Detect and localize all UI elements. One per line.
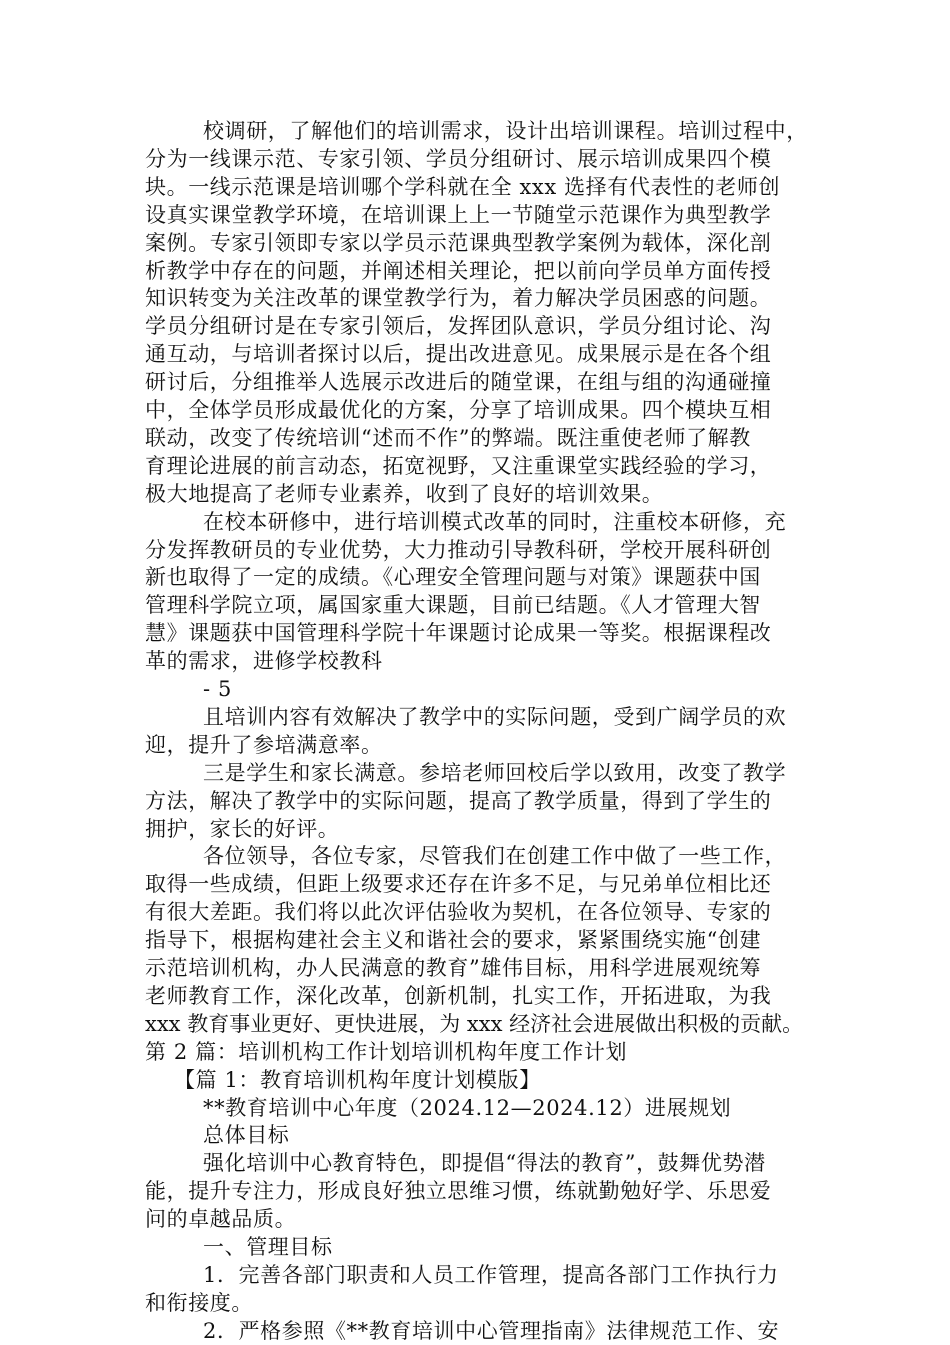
text-line: 2．严格参照《**教育培训中心管理指南》法律规范工作、安 [203,1318,780,1343]
text-line: 迎，提升了参培满意率。 [145,732,383,757]
text-line: 分为一线课示范、专家引领、学员分组研讨、展示培训成果四个模 [145,146,772,171]
text-line: 极大地提高了老师专业素养，收到了良好的培训效果。 [145,481,664,506]
text-line: 知识转变为关注改革的课堂教学行为，着力解决学员困惑的问题。 [145,286,772,311]
text-line: 析教学中存在的问题，并阐述相关理论，把以前向学员单方面传授 [145,258,772,283]
text-line: 示范培训机构，办人民满意的教育”雄伟目标，用科学进展观统筹 [145,956,762,980]
page-number: - 5 [203,677,232,701]
subheading: 一、管理目标 [203,1235,333,1259]
text-line: 管理科学院立项，属国家重大课题，目前已结题。《人才管理大智 [145,593,761,618]
text-line: 设真实课堂教学环境，在培训课上上一节随堂示范课作为典型教学 [145,202,772,227]
text-line: 1．完善各部门职责和人员工作管理，提高各部门工作执行力 [203,1262,779,1287]
text-line: 革的需求，进修学校教科 [145,649,383,674]
text-line: 新也取得了一定的成绩。《心理安全管理问题与对策》课题获中国 [145,565,761,590]
text-line: 学员分组研讨是在专家引领后，发挥团队意识，学员分组讨论、沟 [145,314,772,339]
text-line: 取得一些成绩，但距上级要求还存在许多不足，与兄弟单位相比还 [145,872,772,897]
text-line: 案例。专家引领即专家以学员示范课典型教学案例为载体，深化剖 [145,230,772,255]
text-line: 研讨后，分组推举人选展示改进后的随堂课，在组与组的沟通碰撞 [145,370,772,395]
section-heading: 第 2 篇：培训机构工作计划培训机构年度工作计划 [145,1039,628,1064]
text-line: 中，全体学员形成最优化的方案，分享了培训成果。四个模块互相 [145,398,772,422]
text-line: 拥护，家长的好评。 [145,816,340,841]
text-line: 强化培训中心教育特色，即提倡“得法的教育”，鼓舞优势潜 [203,1151,766,1176]
text-line: 慧》课题获中国管理科学院十年课题讨论成果一等奖。根据课程改 [145,621,772,646]
text-line: 问的卓越品质。 [145,1207,297,1232]
subheading: 总体目标 [203,1123,290,1148]
text-line: 和衔接度。 [145,1290,253,1315]
article-heading: 【篇 1：教育培训机构年度计划模版】 [174,1067,541,1092]
text-line: 块。一线示范课是培训哪个学科就在全 xxx 选择有代表性的老师创 [145,174,781,199]
text-line: 且培训内容有效解决了教学中的实际问题，受到广阔学员的欢 [203,704,787,729]
text-line: 在校本研修中，进行培训模式改革的同时，注重校本研修，充 [203,509,787,534]
text-line: 能，提升专注力，形成良好独立思维习惯，练就勤勉好学、乐思爱 [145,1179,772,1204]
text-line: 指导下，根据构建社会主义和谐社会的要求，紧紧围绕实施“创建 [145,928,762,953]
text-line: 有很大差距。我们将以此次评估验收为契机，在各位领导、专家的 [145,900,772,925]
text-line: 各位领导，各位专家，尽管我们在创建工作中做了一些工作， [203,844,787,869]
text-line: xxx 教育事业更好、更快进展，为 xxx 经济社会进展做出积极的贡献。 [145,1011,804,1036]
text-line: 校调研，了解他们的培训需求，设计出培训课程。培训过程中， [203,119,808,143]
plan-title: **教育培训中心年度（2024.12—2024.12）进展规划 [203,1095,732,1120]
text-line: 三是学生和家长满意。参培老师回校后学以致用，改变了教学 [203,760,787,785]
text-line: 分发挥教研员的专业优势，大力推动引导教科研，学校开展科研创 [145,537,772,562]
text-line: 方法，解决了教学中的实际问题，提高了教学质量，得到了学生的 [145,788,772,813]
text-line: 联动，改变了传统培训“述而不作”的弊端。既注重使老师了解教 [145,425,751,450]
text-line: 通互动，与培训者探讨以后，提出改进意见。成果展示是在各个组 [145,342,772,367]
text-line: 育理论进展的前言动态，拓宽视野，又注重课堂实践经验的学习， [145,453,772,478]
text-line: 老师教育工作，深化改革，创新机制，扎实工作，开拓进取，为我 [145,983,772,1008]
